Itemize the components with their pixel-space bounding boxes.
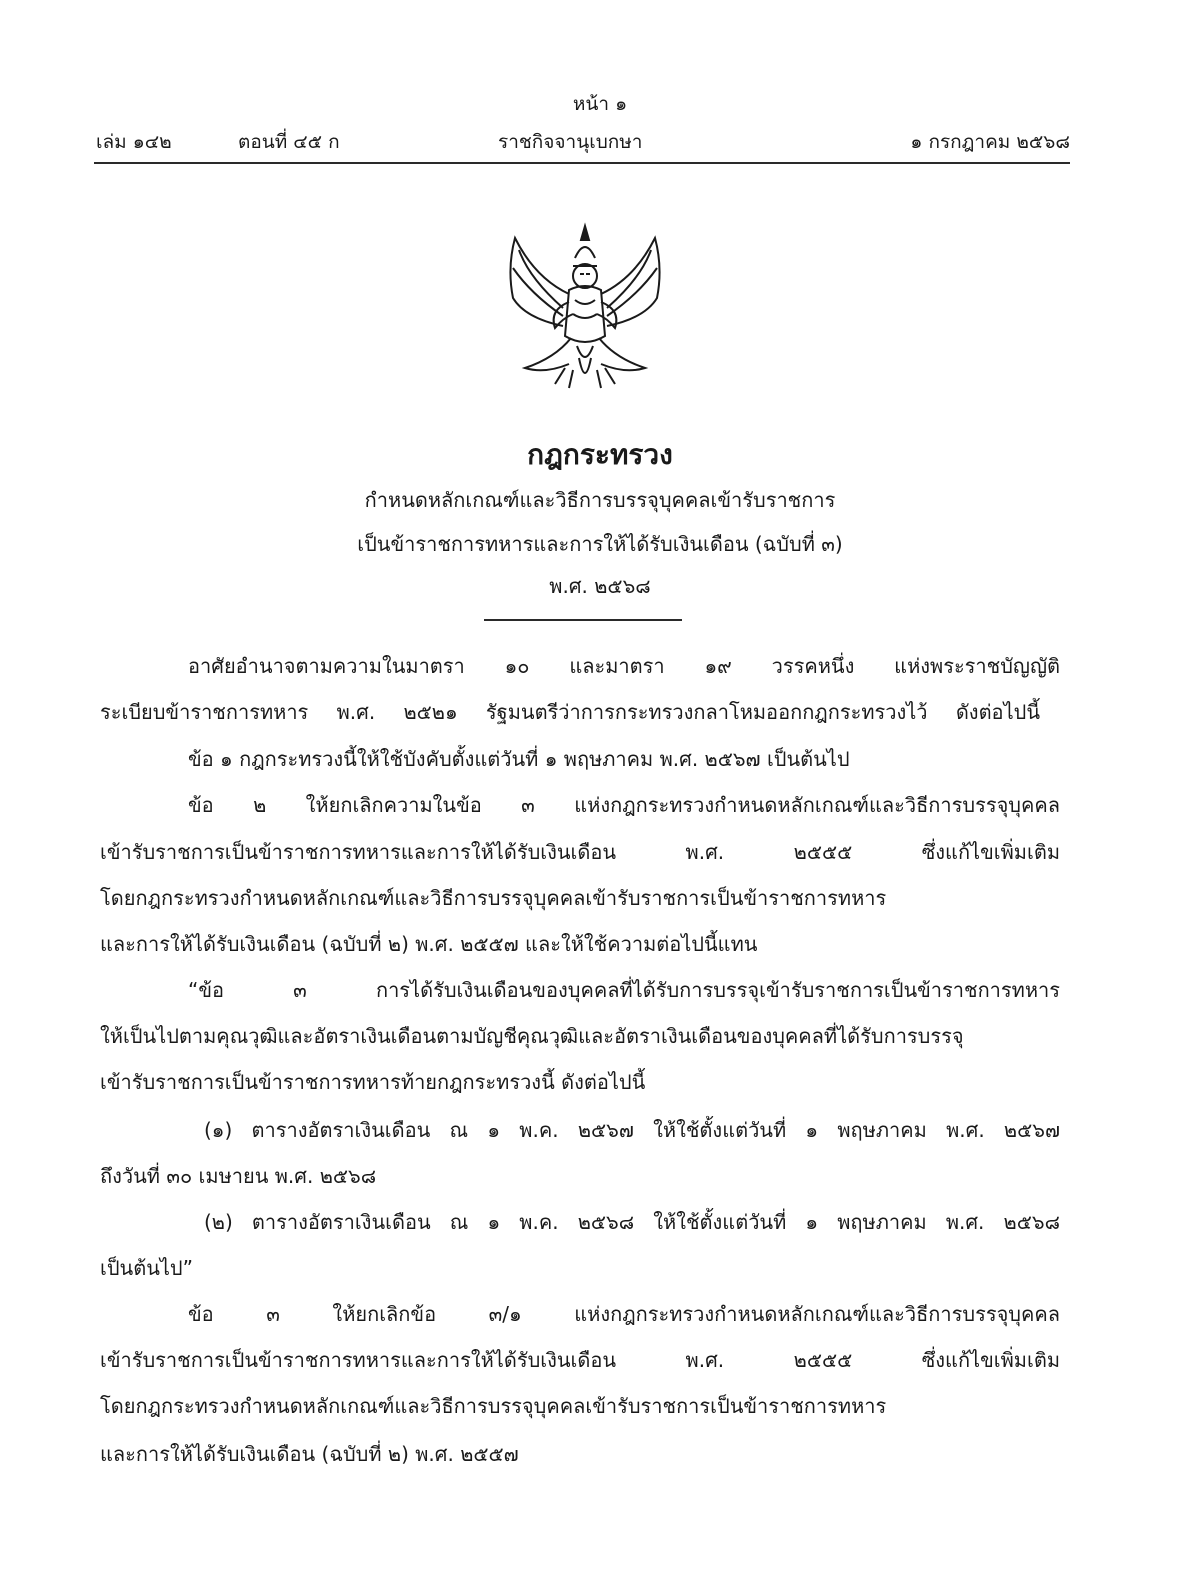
body-line: (๑) ตารางอัตราเงินเดือน ณ ๑ พ.ค. ๒๕๖๗ ให้ใช้ตั้งแต่วันที่ ๑ พฤษภาคม พ.ศ. ๒๕๖๗ xyxy=(204,1118,1060,1142)
body-line: “ข้อ ๓ การได้รับเงินเดือนของบุคคลที่ได้รับการบรรจุเข้ารับราชการเป็นข้าราชการทหาร xyxy=(188,978,1060,1002)
gazette-name: ราชกิจจานุเบกษา xyxy=(498,131,643,153)
section-number: ตอนที่ ๔๕ ก xyxy=(238,131,340,153)
body-line: เข้ารับราชการเป็นข้าราชการทหารและการให้ได้รับเงินเดือน พ.ศ. ๒๕๕๕ ซึ่งแก้ไขเพิ่มเติม xyxy=(100,840,1060,864)
body-line: และการให้ได้รับเงินเดือน (ฉบับที่ ๒) พ.ศ. ๒๕๕๗ xyxy=(100,1442,519,1466)
document-subtitle-line-1: กำหนดหลักเกณฑ์และวิธีการบรรจุบุคคลเข้ารับราชการ xyxy=(364,488,836,512)
body-line: ข้อ ๒ ให้ยกเลิกความในข้อ ๓ แห่งกฎกระทรวงกำหนดหลักเกณฑ์และวิธีการบรรจุบุคคล xyxy=(188,793,1060,817)
body-line: โดยกฎกระทรวงกำหนดหลักเกณฑ์และวิธีการบรรจุบุคคลเข้ารับราชการเป็นข้าราชการทหาร xyxy=(100,1394,887,1418)
body-line: และการให้ได้รับเงินเดือน (ฉบับที่ ๒) พ.ศ. ๒๕๕๗ และให้ใช้ความต่อไปนี้แทน xyxy=(100,932,758,956)
body-line: เข้ารับราชการเป็นข้าราชการทหารและการให้ได้รับเงินเดือน พ.ศ. ๒๕๕๕ ซึ่งแก้ไขเพิ่มเติม xyxy=(100,1348,1060,1372)
body-line: เข้ารับราชการเป็นข้าราชการทหารท้ายกฎกระทรวงนี้ ดังต่อไปนี้ xyxy=(100,1070,646,1094)
document-title: กฎกระทรวง xyxy=(527,438,673,471)
body-line: ข้อ ๑ กฎกระทรวงนี้ให้ใช้บังคับตั้งแต่วันที่ ๑ พฤษภาคม พ.ศ. ๒๕๖๗ เป็นต้นไป xyxy=(188,747,850,771)
volume-number: เล่ม ๑๔๒ xyxy=(96,131,172,153)
header-rule xyxy=(94,162,1070,164)
body-line: เป็นต้นไป” xyxy=(100,1256,193,1280)
body-line: ถึงวันที่ ๓๐ เมษายน พ.ศ. ๒๕๖๘ xyxy=(100,1164,377,1188)
body-line: โดยกฎกระทรวงกำหนดหลักเกณฑ์และวิธีการบรรจุบุคคลเข้ารับราชการเป็นข้าราชการทหาร xyxy=(100,886,887,910)
body-line: อาศัยอำนาจตามความในมาตรา ๑๐ และมาตรา ๑๙ วรรคหนึ่ง แห่งพระราชบัญญัติ xyxy=(188,654,1060,678)
page-number: หน้า ๑ xyxy=(572,93,628,115)
document-subtitle-line-2: เป็นข้าราชการทหารและการให้ได้รับเงินเดือน (ฉบับที่ ๓) xyxy=(357,532,843,556)
body-line: (๒) ตารางอัตราเงินเดือน ณ ๑ พ.ค. ๒๕๖๘ ให้ใช้ตั้งแต่วันที่ ๑ พฤษภาคม พ.ศ. ๒๕๖๘ xyxy=(204,1210,1060,1234)
publication-date: ๑ กรกฎาคม ๒๕๖๘ xyxy=(910,131,1070,153)
garuda-emblem-icon xyxy=(485,218,685,398)
body-line: ให้เป็นไปตามคุณวุฒิและอัตราเงินเดือนตามบัญชีคุณวุฒิและอัตราเงินเดือนของบุคคลที่ได้รับการบรรจุ xyxy=(100,1024,964,1048)
body-line: ระเบียบข้าราชการทหาร พ.ศ. ๒๕๒๑ รัฐมนตรีว่าการกระทรวงกลาโหมออกกฎกระทรวงไว้ ดังต่อไปนี้ xyxy=(100,700,1040,724)
body-line: ข้อ ๓ ให้ยกเลิกข้อ ๓/๑ แห่งกฎกระทรวงกำหนดหลักเกณฑ์และวิธีการบรรจุบุคคล xyxy=(188,1302,1060,1326)
title-rule xyxy=(484,619,682,621)
document-year: พ.ศ. ๒๕๖๘ xyxy=(549,574,651,598)
